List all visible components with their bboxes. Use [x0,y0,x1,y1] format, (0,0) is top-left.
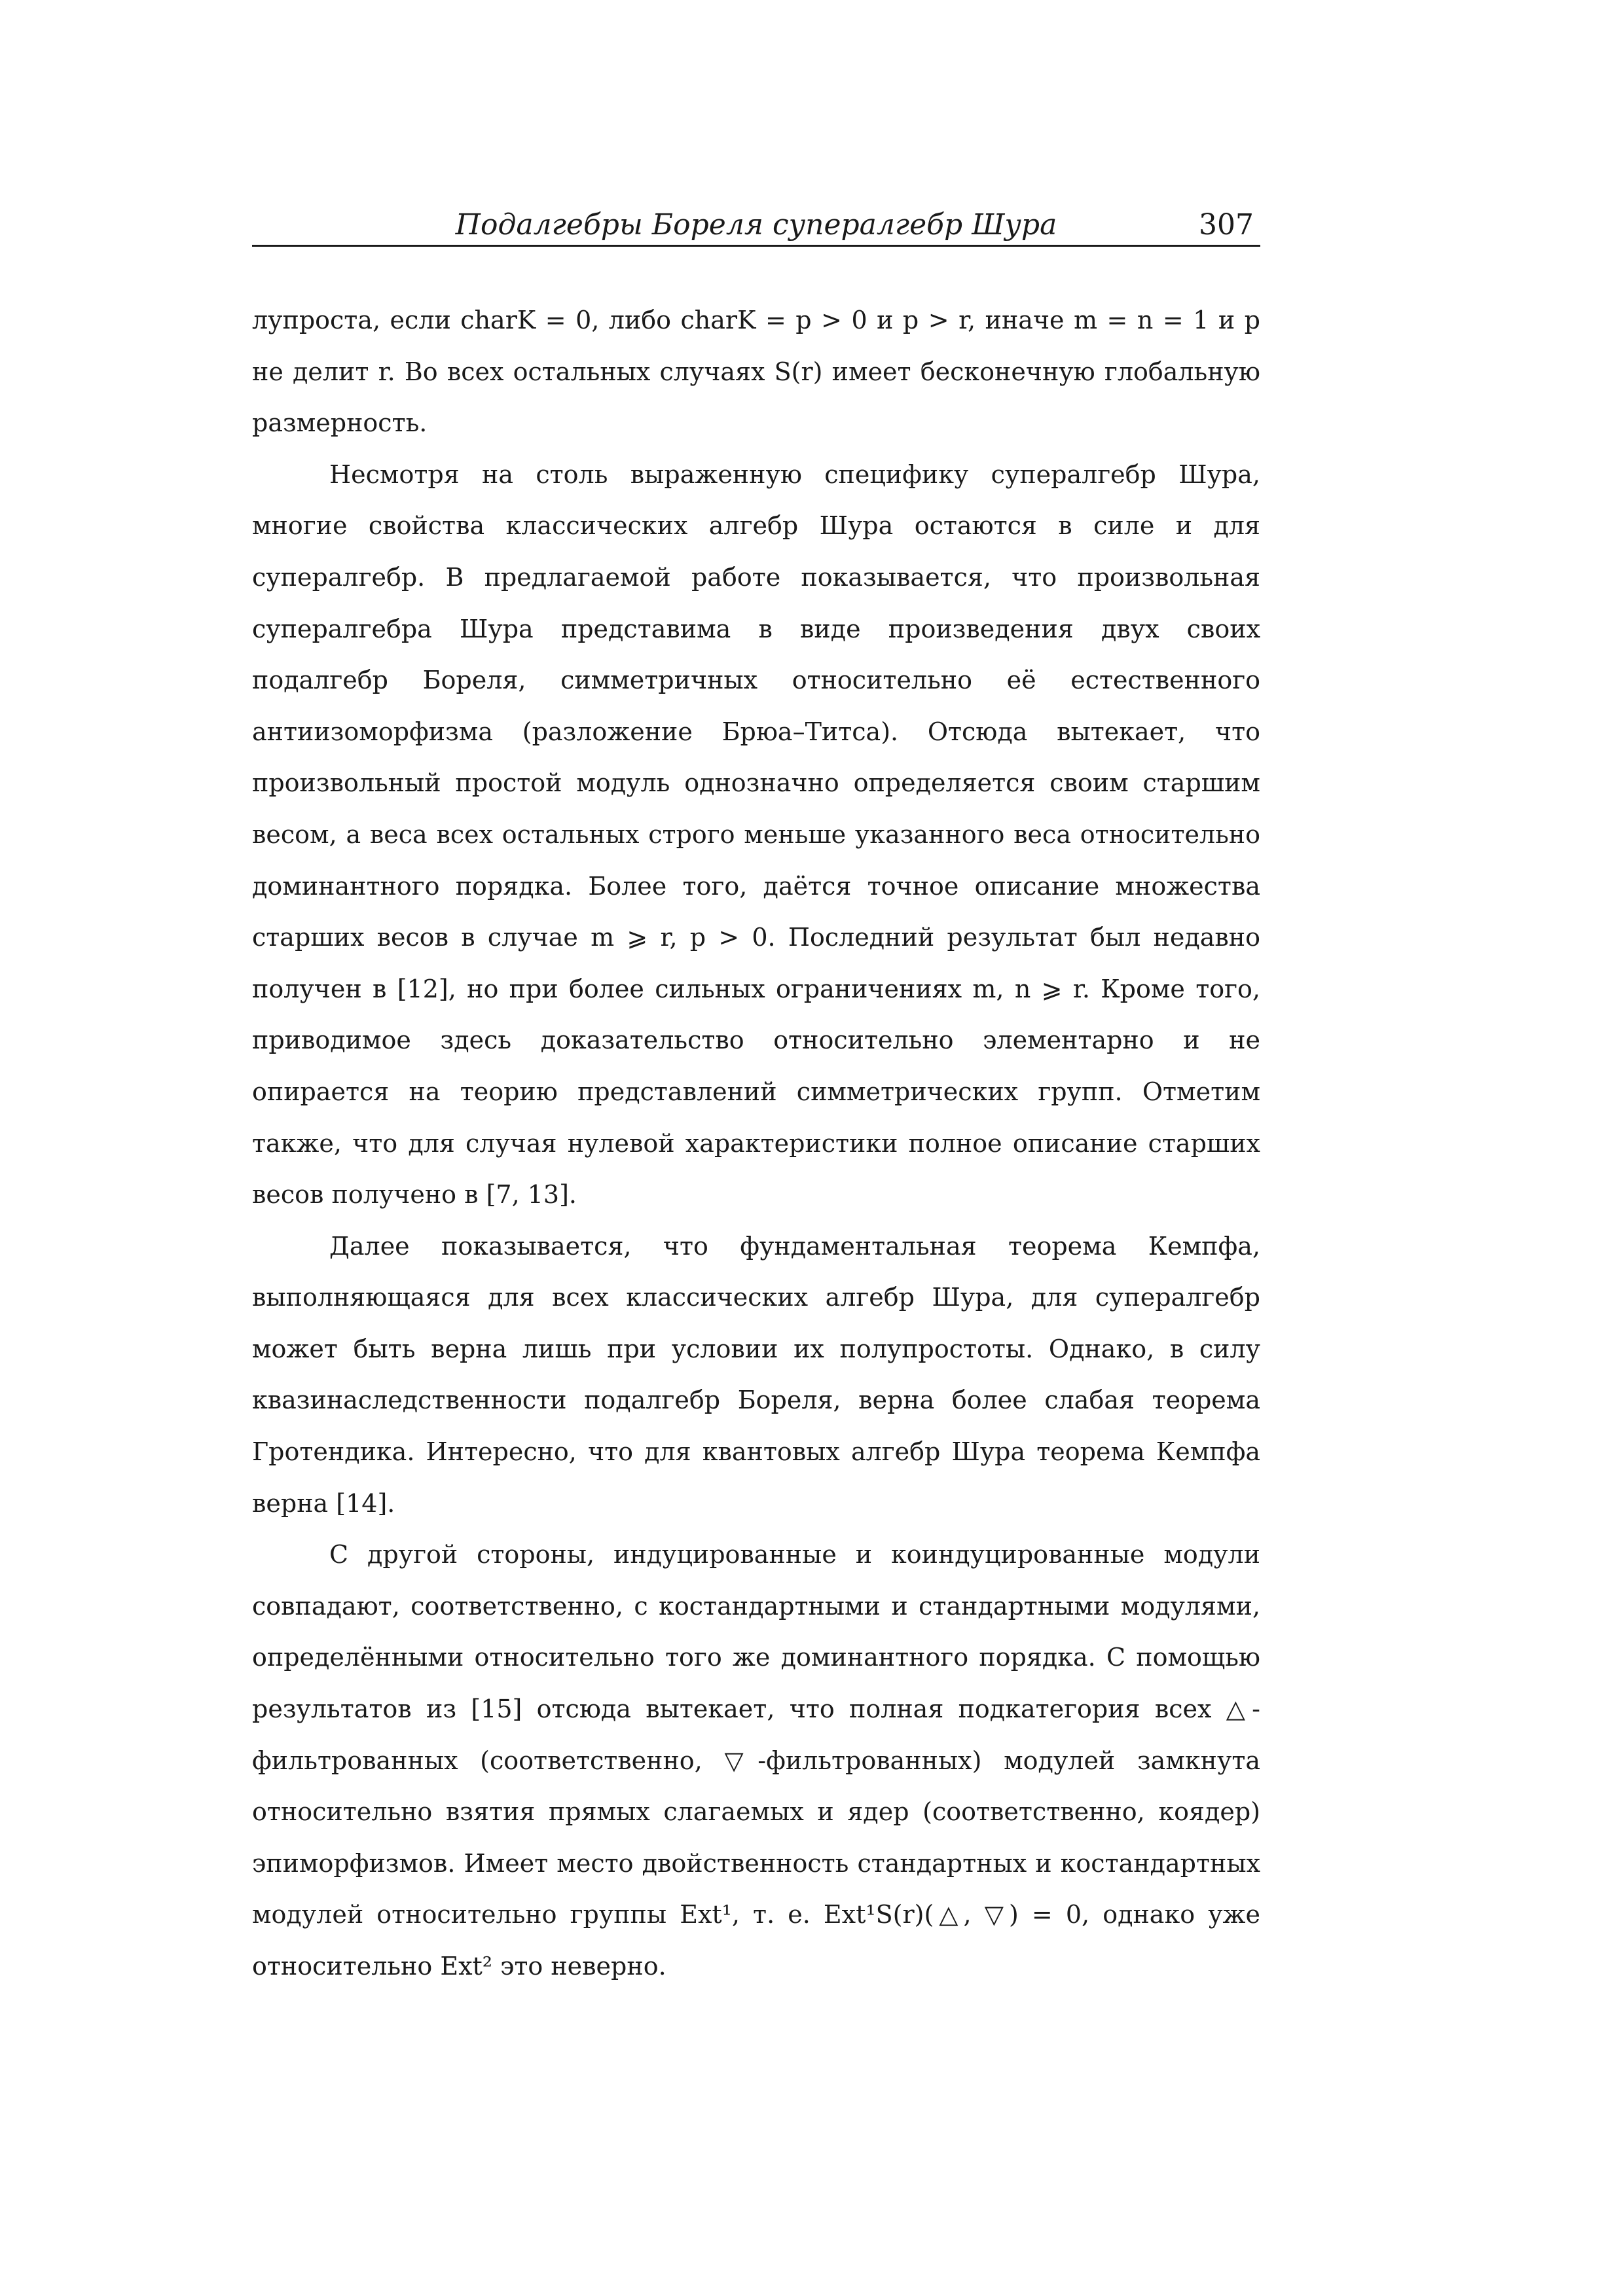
paragraph-kempf-theorem: Далее показывается, что фундаментальная теорема Кемпфа, выполняющаяся для всех классических алгебр Шура, для супералгебр может быть верна лишь при условии их полупростоты. Однако, в силу квазинаследственности подалгебр Бореля, верна более слабая теорема Гротендика. Интересно, что для квантовых алгебр Шура теорема Кемпфа верна [14]. [252,1231,1260,1518]
page-number: 307 [1199,208,1254,242]
paragraph-continued: лупроста, если charK = 0, либо charK = p > 0 и p > r, иначе m = n = 1 и p не делит r. Во всех остальных случаях S(r) имеет бесконечную глобальную размерность. [252,306,1260,438]
running-head [252,208,1260,247]
paragraph-schur-superalgebras: Несмотря на столь выраженную специфику супералгебр Шура, многие свойства классических алгебр Шура остаются в силе и для супералгебр. В предлагаемой работе показывается, что произвольная супералгебра Шура представима в виде произведения двух своих подалгебр Бореля, симметричных относительно её естественного антиизоморфизма (разложение Брюа–Титса). Отсюда вытекает, что произвольный простой модуль однозначно определяется своим старшим весом, а веса всех остальных строго меньше указанного веса относительно доминантного порядка. Более того, даётся точное описание множества старших весов в случае m ⩾ r, p > 0. Последний результат был недавно получен в [12], но при более сильных ограничениях m, n ⩾ r. Кроме того, приводимое здесь доказательство относительно элементарно и не опирается на теорию представлений симметрических групп. Отметим также, что для случая нулевой характеристики полное описание старших весов получено в [7, 13]. [252,459,1260,1210]
paragraph-induced-modules: С другой стороны, индуцированные и коиндуцированные модули совпадают, соответственно, с костандартными и стандартными модулями, определёнными относительно того же доминантного порядка. С помощью результатов из [15] отсюда вытекает, что полная подкатегория всех △-фильтрованных (соответственно, ▽-фильтрованных) модулей замкнута относительно взятия прямых слагаемых и ядер (соответственно, коядер) эпиморфизмов. Имеет место двойственность стандартных и костандартных модулей относительно группы Ext¹, т. е. Ext¹S(r)(△, ▽) = 0, однако уже относительно Ext² это неверно. [252,1540,1260,1981]
running-title: Подалгебры Бореля супералгебр Шура [455,208,1057,242]
body-text [252,295,1260,1992]
